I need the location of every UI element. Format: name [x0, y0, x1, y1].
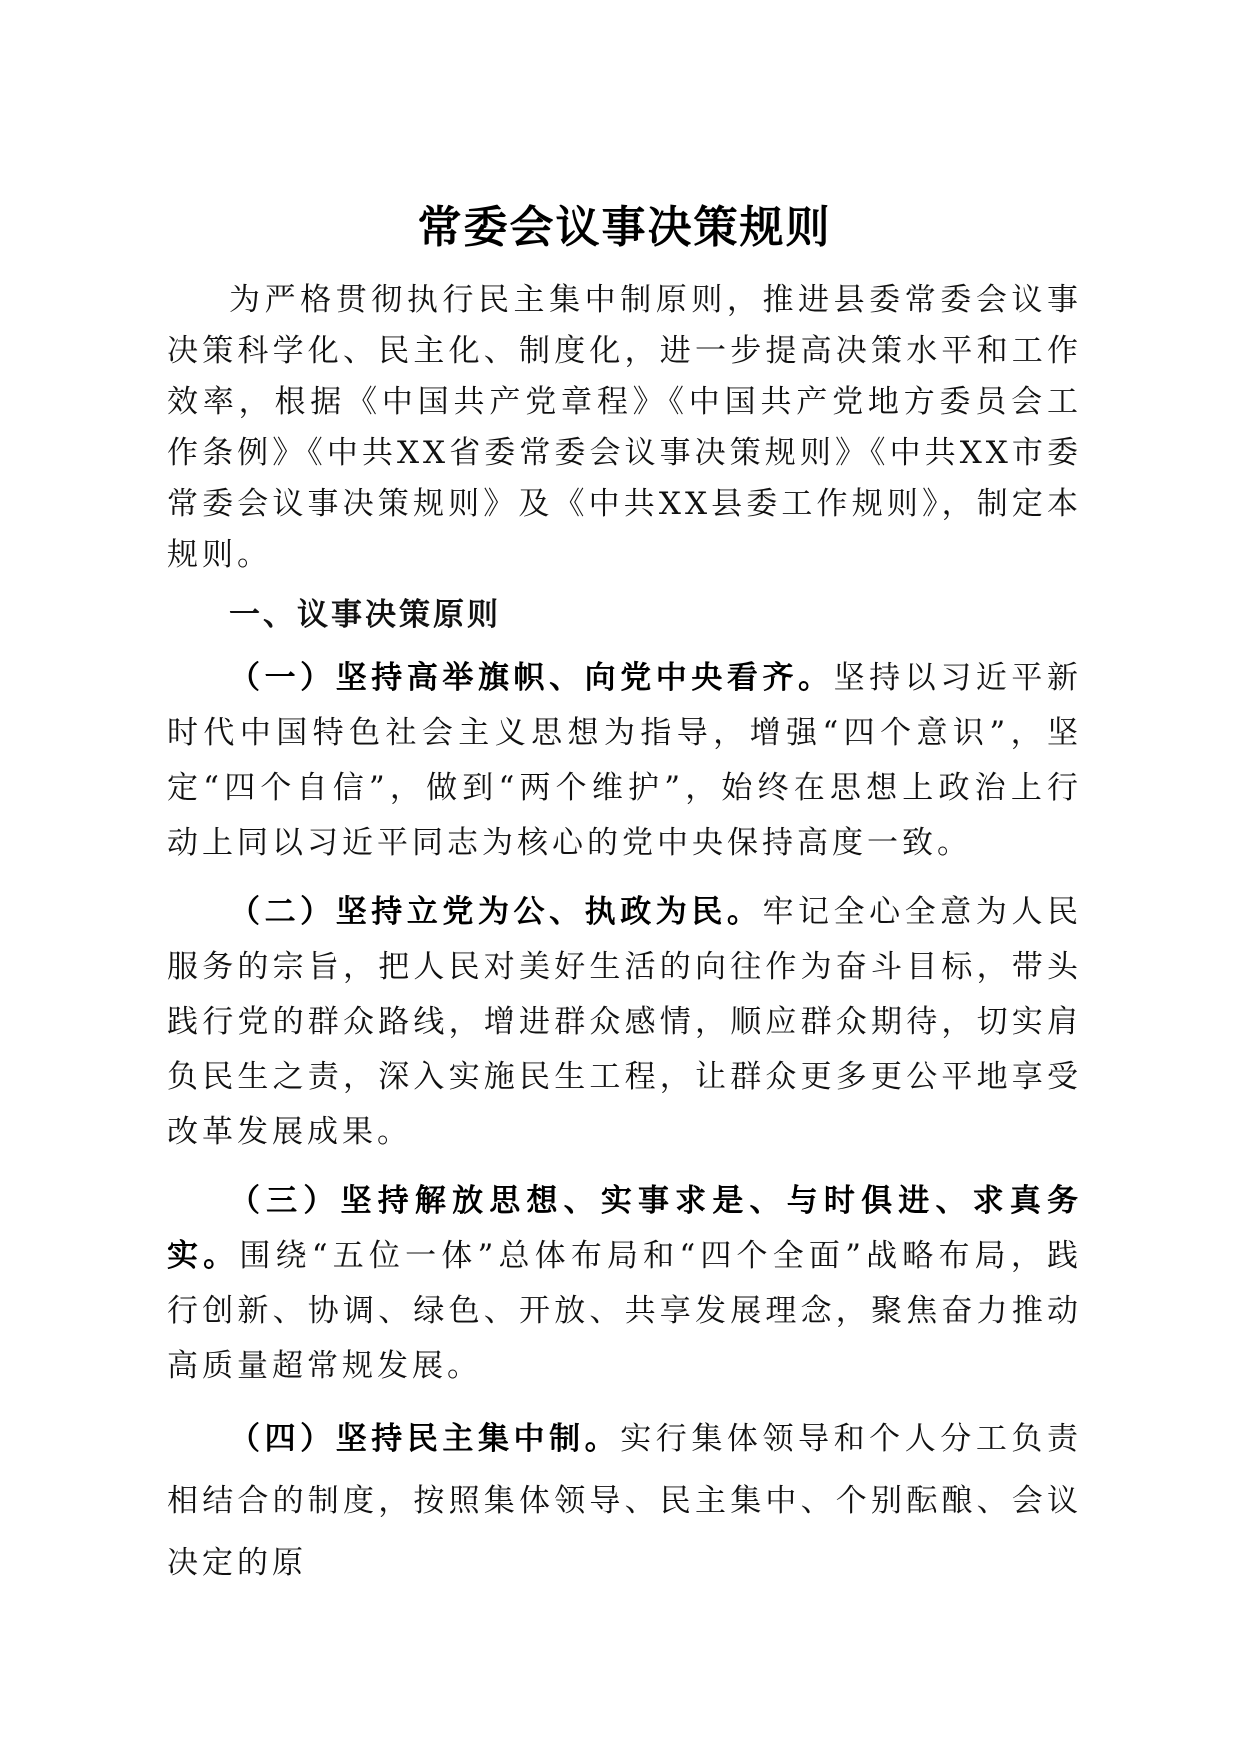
clause-3 — [167, 1174, 1082, 1394]
clause-2-heading: （二）坚持立党为公、执政为民。 — [229, 894, 763, 930]
document-body — [167, 195, 1082, 1608]
clause-1-body: 坚持以习近平新时代中国特色社会主义思想为指导，增强“四个意识”，坚定“四个自信”，做到“两个维护”，始终在思想上政治上行动上同以习近平同志为核心的党中央保持高度一致。 — [167, 660, 1082, 861]
clause-1 — [167, 651, 1082, 871]
clause-3-heading: （三）坚持解放思想、实事求是、与时俱进、求真务实。 — [167, 1183, 1082, 1274]
section-heading-principles: 一、议事决策原则 — [229, 597, 501, 633]
intro-paragraph: 为严格贯彻执行民主集中制原则，推进县委常委会议事决策科学化、民主化、制度化，进一步提高决策水平和工作效率，根据《中国共产党章程》《中国共产党地方委员会工作条例》《中共XX省委常委会议事决策规则》《中共XX市委常委会议事决策规则》及《中共XX县委工作规则》，制定本规则。 — [167, 282, 1082, 573]
clause-2 — [167, 885, 1082, 1160]
clause-4-heading: （四）坚持民主集中制。 — [229, 1421, 621, 1457]
document-title: 常委会议事决策规则 — [417, 202, 832, 253]
clause-1-heading: （一）坚持高举旗帜、向党中央看齐。 — [229, 660, 834, 696]
clause-3-body: 围绕“五位一体”总体布局和“四个全面”战略布局，践行创新、协调、绿色、开放、共享发展理念，聚焦奋力推动高质量超常规发展。 — [167, 1238, 1083, 1384]
clause-4 — [167, 1408, 1082, 1594]
clause-2-body: 牢记全心全意为人民服务的宗旨，把人民对美好生活的向往作为奋斗目标，带头践行党的群众路线，增进群众感情，顺应群众期待，切实肩负民生之责，深入实施民生工程，让群众更多更公平地享受改革发展成果。 — [167, 894, 1083, 1150]
clause-4-body: 实行集体领导和个人分工负责相结合的制度，按照集体领导、民主集中、个别酝酿、会议决定的原 — [167, 1421, 1082, 1581]
